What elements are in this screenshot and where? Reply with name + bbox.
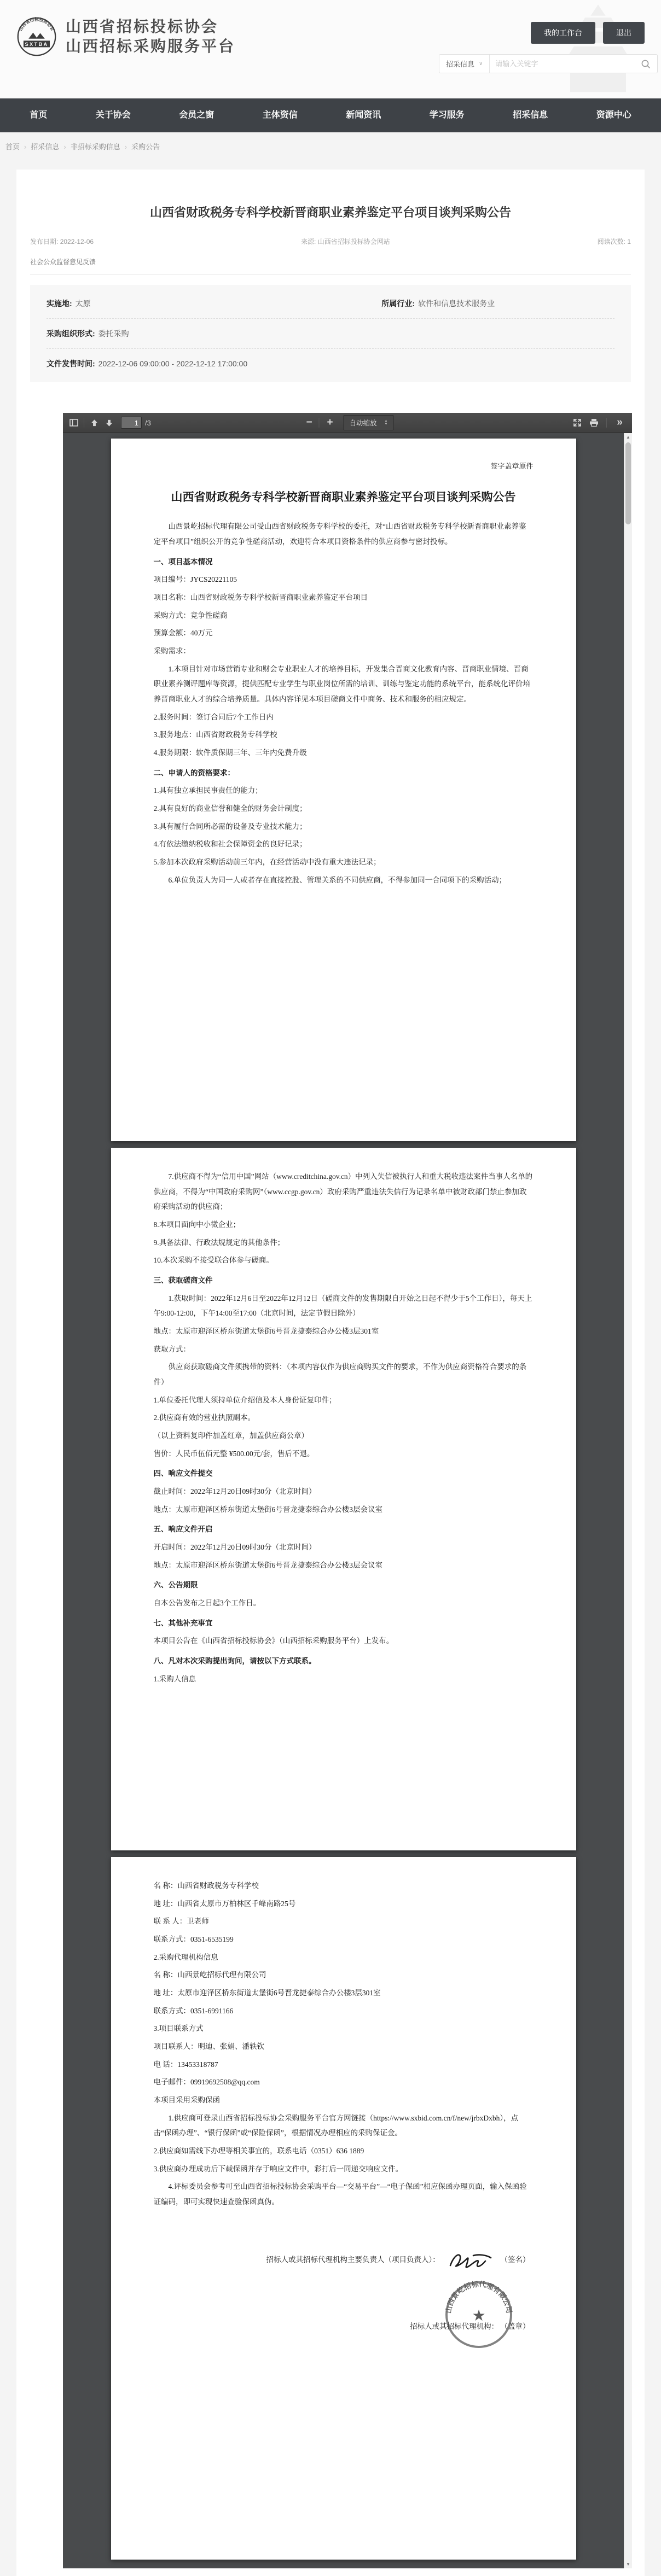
nav-item-credit[interactable]: 主体资信 — [262, 110, 298, 120]
scrollbar-thumb[interactable] — [625, 442, 631, 524]
site-logo — [16, 16, 235, 57]
doc-line: 4.服务期限：软件质保期三年、三年内免费升级 — [153, 749, 307, 757]
doc-title: 山西省财政税务专科学校新晋商职业素养鉴定平台项目谈判采购公告 — [171, 490, 516, 504]
svg-text:★: ★ — [471, 2307, 486, 2324]
doc-line: 地点：太原市迎泽区桥东街道太堡街6号晋龙捷泰综合办公楼3层301室 — [153, 1327, 379, 1336]
article-source: 来源: 山西省招标投标协会网站 — [301, 238, 390, 246]
doc-paragraph: 山西景屹招标代理有限公司受山西省财政税务专科学校的委托，对“山西省财政税务专科学校新晋商职业素养鉴定平台项目”组织公开的竞争性磋商活动，欢迎符合本项目资格条件的供应商参与密封投标。 — [153, 522, 526, 546]
dashed-divider — [47, 348, 614, 349]
search-input[interactable] — [490, 55, 634, 73]
public-feedback-link[interactable]: 社会公众监督意见反馈 — [30, 258, 96, 266]
project-info-panel — [30, 285, 631, 382]
doc-line: 3.服务地点：山西省财政税务专科学校 — [153, 731, 277, 739]
pdf-scrollbar[interactable] — [624, 433, 632, 2568]
nav-item-news[interactable]: 新闻资讯 — [346, 110, 381, 120]
breadcrumb-separator: › — [124, 143, 127, 151]
breadcrumb — [0, 132, 661, 170]
page-title: 山西省财政税务专科学校新晋商职业素养鉴定平台项目谈判采购公告 — [149, 206, 511, 219]
nav-item-learning[interactable]: 学习服务 — [429, 110, 465, 120]
pdf-page-1 — [111, 439, 576, 1141]
doc-paragraph: 7.供应商不得为“信用中国”网站（www.creditchina.gov.cn）中列入失信被执行人和重大税收违法案件当事人名单的供应商，不得为“中国政府采购网”（www.ccgp.gov.cn）政府采购严重违法失信行为记录名单中被财政部门禁止参加政府采购活动的供应商； — [153, 1172, 533, 1211]
doc-note: 签字盖章原件 — [490, 462, 534, 470]
doc-line: （以上资料复印件加盖红章，加盖供应商公章） — [153, 1432, 309, 1440]
doc-line: 2.供应商如需线下办理等相关事宜的，联系电话（0351）636 1889 — [153, 2147, 364, 2156]
doc-line: 电 话：13453318787 — [153, 2060, 218, 2069]
doc-line: 2.服务时间：签订合同后7个工作日内 — [153, 712, 274, 721]
doc-heading: 四、响应文件提交 — [153, 1469, 213, 1478]
publish-date: 发布日期: 2022-12-06 — [30, 238, 94, 246]
doc-line: 项目名称：山西省财政税务专科学校新晋商职业素养鉴定平台项目 — [153, 593, 368, 602]
doc-line: 截止时间：2022年12月20日09时30分（北京时间） — [153, 1487, 316, 1496]
doc-paragraph: 4.评标委员会参考可至山西省招标投标协会采购平台—“交易平台”—“电子保函”相应保函办理页面，输入保函验证编码，即可实现快速查验保函真伪。 — [153, 2182, 527, 2206]
pagoda-watermark — [552, 3, 645, 96]
doc-line: 项目联系人：明迪、张娟、潘轶钦 — [153, 2042, 264, 2051]
doc-line: 电子邮件：09919692508@qq.com — [153, 2078, 260, 2087]
org-name-secondary: 山西招标采购服务平台 — [66, 38, 236, 55]
zoom-in-button[interactable]: + — [327, 417, 332, 428]
workbench-button[interactable]: 我的工作台 — [531, 22, 595, 44]
doc-line: 地点：太原市迎泽区桥东街道太堡街6号晋龙捷泰综合办公楼3层会议室 — [153, 1505, 382, 1514]
company-seal — [443, 2279, 515, 2351]
doc-heading: 五、响应文件开启 — [153, 1525, 213, 1534]
doc-paragraph: 1.本项目针对市场营销专业和财会专业职业人才的培养目标，开发集合晋商文化教育内容、晋商职业情境、晋商职业素养测评题库等资源，提供匹配专业学生与职业岗位所需的培训、训练与鉴定功能的系统平台，能系统化评价培养晋商职业人才的综合培养质量。具体内容详见本项目磋商文件中商务、技术和服务的相应规定。 — [153, 664, 530, 704]
doc-line: 开启时间：2022年12月20日09时30分（北京时间） — [153, 1543, 316, 1552]
doc-line: 2.采购代理机构信息 — [153, 1953, 218, 1961]
doc-heading: 一、项目基本情况 — [153, 557, 213, 566]
svg-text:山西省招标投标协会 — [18, 16, 56, 32]
doc-line: 采购方式：竞争性磋商 — [153, 611, 228, 620]
doc-paragraph: 供应商获取磋商文件须携带的资料：（本项内容仅作为供应商购买文件的要求，不作为供应商资格符合要求的条件） — [153, 1363, 527, 1387]
doc-line: 地点：太原市迎泽区桥东街道太堡街6号晋龙捷泰综合办公楼3层会议室 — [153, 1561, 382, 1569]
org-form-field: 采购组织形式: 委托采购 — [47, 329, 129, 338]
nav-item-about[interactable]: 关于协会 — [95, 110, 131, 120]
announcement-card — [16, 170, 645, 2576]
page-count-label: /3 — [145, 418, 151, 427]
doc-paragraph: 6.单位负责人为同一人或者存在直接控股、管理关系的不同供应商，不得参加同一合同项下的采购活动； — [168, 875, 507, 884]
location-field: 实施地: 太原 — [47, 299, 91, 308]
toolbar-divider — [319, 418, 320, 428]
zoom-select[interactable] — [344, 415, 394, 430]
search-category-dropdown[interactable] — [439, 55, 490, 73]
doc-line: 9.具备法律、行政法规规定的其他条件； — [153, 1238, 285, 1247]
pdf-page-3 — [111, 1857, 576, 2560]
doc-paragraph: 1.获取时间：2022年12月6日至2022年12月12日（磋商文件的发售期限自开始之日起不得少于5个工作日），每天上午9:00-12:00，下午14:00至17:00（北京时间，法定节假日除外） — [153, 1294, 532, 1318]
emblem-abbr-text: SXTBA — [25, 42, 49, 48]
doc-line: 1.采购人信息 — [153, 1674, 196, 1683]
doc-heading: 七、其他补充事宜 — [153, 1619, 213, 1627]
breadcrumb-separator: › — [63, 143, 66, 151]
industry-field: 所属行业: 软件和信息技术服务业 — [381, 299, 495, 308]
search-icon[interactable] — [634, 59, 657, 69]
doc-line: 1.单位委托代理人须持单位介绍信及本人身份证复印件； — [153, 1395, 337, 1404]
doc-line: 地 址：太原市迎泽区桥东街道太堡街6号晋龙捷泰综合办公楼3层301室 — [153, 1989, 381, 1997]
breadcrumb-non-bidding-info[interactable]: 非招标采购信息 — [70, 143, 120, 151]
doc-signature-line: 招标人或其招标代理机构主要负责人（项目负责人）： （签名） — [154, 2249, 534, 2272]
previous-page-button[interactable] — [87, 416, 102, 430]
article-meta — [30, 237, 631, 246]
breadcrumb-procurement-info[interactable]: 招采信息 — [31, 143, 60, 151]
doc-line: 3.供应商办理成功后下载保函并存于响应文件中，彩打后一同递交响应文件。 — [153, 2164, 403, 2173]
doc-line: 联系方式：0351-6991166 — [153, 2006, 234, 2015]
doc-line: 获取方式： — [153, 1345, 190, 1353]
doc-line: 3.项目联系方式 — [153, 2024, 204, 2033]
doc-line: 名 称：山西省财政税务专科学校 — [153, 1882, 259, 1890]
more-tools-button[interactable]: » — [617, 417, 622, 428]
doc-line: 本项目采用采购保函 — [153, 2096, 220, 2105]
signature-image — [447, 2249, 493, 2272]
divider — [30, 274, 631, 275]
breadcrumb-separator: › — [24, 143, 27, 151]
main-nav — [0, 98, 661, 132]
association-emblem-icon — [16, 16, 57, 57]
doc-heading: 二、申请人的资格要求： — [153, 768, 235, 777]
doc-line: 5.参加本次政府采购活动前三年内，在经营活动中没有重大违法记录； — [153, 858, 381, 867]
sidebar-toggle-button[interactable] — [66, 416, 81, 430]
doc-line: 本项目公告在《山西省招标投标协会》（山西招标采购服务平台）上发布。 — [153, 1637, 394, 1645]
presentation-mode-button[interactable] — [570, 416, 584, 430]
page-number-input[interactable] — [121, 417, 142, 429]
next-page-button[interactable] — [102, 416, 117, 430]
nav-item-members[interactable]: 会员之窗 — [179, 110, 214, 120]
doc-line: 名 称：山西景屹招标代理有限公司 — [153, 1971, 266, 1979]
doc-heading: 三、获取磋商文件 — [153, 1276, 213, 1285]
nav-item-resources[interactable]: 资源中心 — [596, 110, 631, 120]
doc-line: 3.具有履行合同所必需的设备及专业技术能力； — [153, 822, 307, 831]
pdf-toolbar — [63, 413, 632, 433]
dashed-divider — [47, 318, 614, 319]
pdf-page-2 — [111, 1148, 576, 1850]
doc-seal-line: 招标人或其招标代理机构： 山西景屹招标代理有限公司 ★ （盖章） — [154, 2319, 534, 2334]
doc-line: 预算金额：40万元 — [153, 629, 213, 638]
scroll-down-icon[interactable]: ▼ — [626, 2562, 630, 2567]
doc-line: 联系方式：0351-6535199 — [153, 1935, 234, 1944]
doc-line: 售价：人民币伍佰元整 ¥500.00元/套，售后不退。 — [153, 1449, 315, 1458]
doc-line: 10.本次采购不接受联合体参与磋商。 — [153, 1256, 274, 1265]
breadcrumb-home[interactable]: 首页 — [5, 143, 20, 151]
toolbar-divider — [606, 418, 607, 428]
emblem-ring-text: 山西省招标投标协会 — [18, 17, 55, 32]
doc-line: 2.供应商有效的营业执照副本。 — [153, 1413, 256, 1422]
doc-paragraph: 1.供应商可登录山西省招标投标协会采购服务平台官方网链接（https://www.sxbid.com.cn/f/new/jrbxDxbh），点击“保函办理”、“银行保函”或“保险保函”，根据情况办理相应的采购保证金。 — [153, 2113, 519, 2137]
nav-item-home[interactable]: 首页 — [30, 110, 48, 120]
zoom-select-label: 自动缩放 — [349, 419, 377, 427]
read-count: 阅读次数: 1 — [597, 238, 631, 246]
svg-text:山西景屹招标代理有限公司: 山西景屹招标代理有限公司 — [444, 2280, 513, 2314]
chevron-down-icon: ∨ — [479, 61, 483, 67]
pdf-pages — [63, 433, 624, 2568]
doc-heading: 六、公告期限 — [153, 1581, 198, 1590]
search-bar — [439, 54, 658, 73]
doc-line: 2.具有良好的商业信誉和健全的财务会计制度； — [153, 804, 307, 813]
print-icon[interactable] — [587, 416, 601, 430]
doc-line: 1.具有独立承担民事责任的能力； — [153, 786, 263, 795]
site-header — [0, 0, 661, 98]
select-arrows-icon: ▲ ▼ — [384, 419, 388, 426]
sale-time-field: 文件发售时间: 2022-12-06 09:00:00 - 2022-12-12 17:00:00 — [47, 359, 248, 368]
doc-line: 8.本项目面向中小微企业； — [153, 1220, 241, 1229]
doc-line: 4.有依法缴纳税收和社会保障资金的良好记录； — [153, 840, 307, 849]
search-category-label: 招采信息 — [446, 60, 475, 68]
doc-line: 联 系 人：卫老师 — [153, 1917, 209, 1926]
doc-line: 项目编号：JYCS20221105 — [153, 575, 237, 584]
doc-line: 自本公告发布之日起3个工作日。 — [153, 1599, 261, 1608]
pdf-viewer — [63, 413, 632, 2568]
doc-heading: 八、凡对本次采购提出询问，请按以下方式联系。 — [153, 1657, 316, 1666]
zoom-out-button[interactable]: − — [306, 417, 311, 428]
scroll-up-icon[interactable]: ▲ — [626, 435, 630, 440]
doc-line: 地 址：山西省太原市万柏林区千峰南路25号 — [153, 1899, 296, 1908]
doc-line: 采购需求： — [153, 647, 190, 656]
breadcrumb-procurement-notice[interactable]: 采购公告 — [131, 143, 160, 151]
logout-button[interactable]: 退出 — [603, 22, 645, 44]
nav-item-procurement-info[interactable]: 招采信息 — [513, 110, 548, 120]
org-name-primary: 山西省招标投标协会 — [66, 18, 219, 35]
